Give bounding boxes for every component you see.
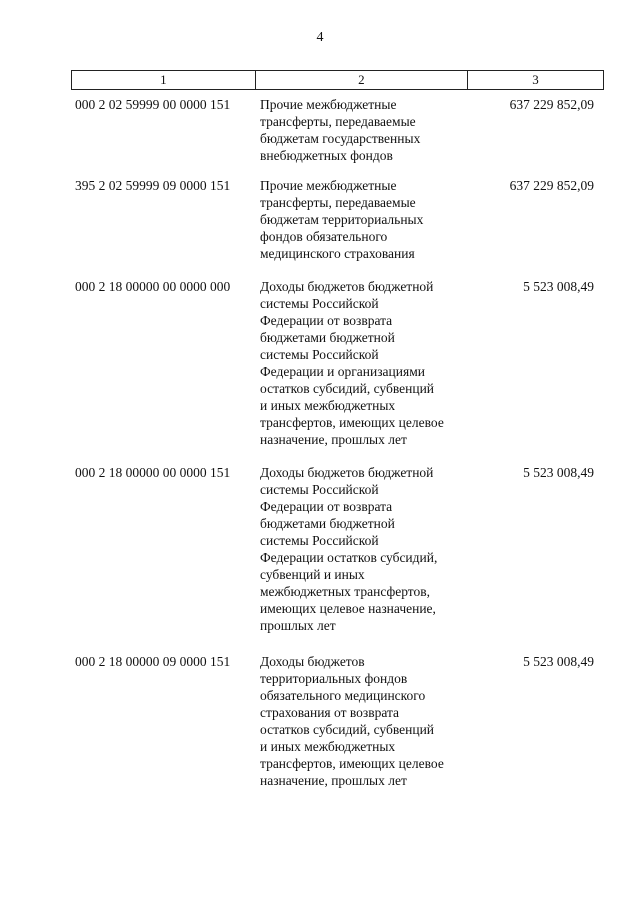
row-code: 000 2 18 00000 00 0000 000 (75, 279, 231, 294)
row-code: 395 2 02 59999 09 0000 151 (75, 178, 231, 193)
row-code: 000 2 18 00000 00 0000 151 (75, 465, 231, 480)
row-description: Прочие межбюджетные трансферты, передаваемые бюджетам территориальных фондов обязательного медицинского страхования (260, 178, 424, 261)
row-amount: 5 523 008,49 (523, 654, 594, 669)
row-amount: 637 229 852,09 (509, 178, 594, 193)
row-amount: 637 229 852,09 (509, 97, 594, 112)
column-header-2: 2 (256, 71, 468, 89)
row-amount: 5 523 008,49 (523, 279, 594, 294)
row-description: Доходы бюджетов бюджетной системы Российской Федерации от возврата бюджетами бюджетной системы Российской Федерации остатков субсидий, субвенций и иных межбюджетных трансфертов, имеющих целевое назначение, прошлых лет (260, 465, 438, 633)
column-header-1: 1 (72, 71, 256, 89)
row-amount: 5 523 008,49 (523, 465, 594, 480)
row-description: Доходы бюджетов бюджетной системы Российской Федерации от возврата бюджетами бюджетной системы Российской Федерации и организациями остатков субсидий, субвенций и иных межбюджетных трансфертов, имеющих целевое назначение, прошлых лет (260, 279, 444, 447)
row-code: 000 2 18 00000 09 0000 151 (75, 654, 231, 669)
column-header-3: 3 (532, 72, 539, 87)
row-description: Прочие межбюджетные трансферты, передаваемые бюджетам государственных внебюджетных фондов (260, 97, 421, 163)
table-body (71, 0, 604, 905)
row-code: 000 2 02 59999 00 0000 151 (75, 97, 231, 112)
row-description: Доходы бюджетов территориальных фондов обязательного медицинского страхования от возврата остатков субсидий, субвенций и иных межбюджетных трансфертов, имеющих целевое назначение, прошлых лет (260, 654, 444, 788)
page-number: 4 (316, 30, 324, 45)
